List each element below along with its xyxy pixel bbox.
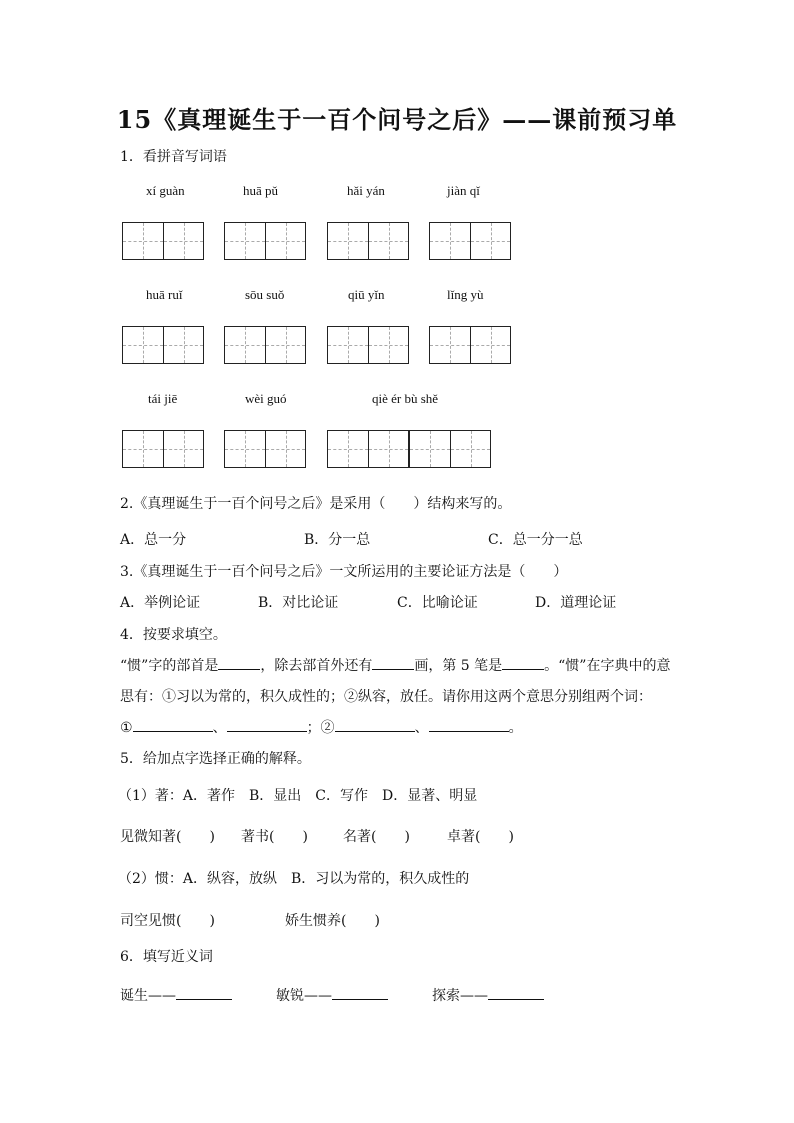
pinyin-huapu: huā pǔ: [243, 183, 279, 198]
q6-synonym-dansheng: [120, 985, 232, 1005]
char-box-qiuyin[interactable]: [327, 326, 409, 364]
q5-word-zhushu[interactable]: 著书( ): [241, 829, 308, 845]
q5-word-jiaoshengguanyang[interactable]: 娇生惯养( ): [285, 913, 380, 929]
q6-word-tansuo: 探索——: [432, 988, 488, 1004]
char-box-qieer[interactable]: [327, 430, 409, 468]
q5-word-sikongjianguan[interactable]: 司空见惯( ): [120, 913, 215, 929]
char-box-bushe[interactable]: [409, 430, 491, 468]
q4-line1-c: 画，第 5 笔是: [414, 658, 503, 674]
q5-word-mingzhu[interactable]: 名著( ): [343, 829, 410, 845]
q5-word-jianweizhizhu[interactable]: 见微知著( ): [120, 829, 215, 845]
pinyin-haiyan: hǎi yán: [347, 183, 385, 198]
q6-word-dansheng: 诞生——: [120, 988, 176, 1004]
meaning1-word2-blank[interactable]: [227, 717, 307, 732]
separator: 、: [212, 720, 227, 736]
pinyin-jianqi: jiàn qǐ: [447, 183, 480, 198]
q4-line3: [120, 717, 523, 737]
q2-option-b[interactable]: B．分一总: [304, 532, 371, 548]
q6-synonym-tansuo: [432, 985, 544, 1005]
q4-line2: 思有：①习以为常的，积久成性的；②纵容，放任。请你用这两个意思分别组两个词：: [120, 689, 652, 705]
q3-option-d[interactable]: D．道理论证: [535, 595, 617, 611]
meaning2-word2-blank[interactable]: [429, 717, 509, 732]
q4-line1: [120, 655, 670, 675]
char-box-haiyan[interactable]: [327, 222, 409, 260]
q3-option-b[interactable]: B．对比论证: [258, 595, 339, 611]
q4-label: 4．按要求填空。: [120, 627, 227, 643]
q2-option-a[interactable]: A．总一分: [120, 532, 187, 548]
pinyin-weiguo: wèi guó: [245, 391, 287, 406]
stroke-count-blank[interactable]: [372, 655, 414, 670]
q6-blank-minrui[interactable]: [332, 985, 388, 1000]
q4-line1-d: 。“惯”在字典中的意: [544, 658, 671, 674]
q6-synonym-minrui: [276, 985, 388, 1005]
char-box-xiguan[interactable]: [122, 222, 204, 260]
q5-part1: （1）著：A．著作 B．显出 C．写作 D．显著、明显: [118, 788, 478, 804]
page-title: 15《真理诞生于一百个问号之后》——课前预习单: [116, 105, 678, 134]
q6-label: 6．填写近义词: [120, 949, 213, 965]
q5-label: 5．给加点字选择正确的解释。: [120, 751, 311, 767]
pinyin-sousuo: sōu suǒ: [245, 287, 285, 302]
separator: ；②: [306, 720, 335, 736]
end-mark: 。: [508, 720, 523, 736]
meaning2-word1-blank[interactable]: [335, 717, 415, 732]
q5-part2: （2）惯：A．纵容，放纵 B．习以为常的，积久成性的: [118, 871, 470, 887]
q3-option-c[interactable]: C．比喻论证: [397, 595, 478, 611]
pinyin-qiuyin: qiū yǐn: [348, 287, 385, 302]
pinyin-taijie: tái jiē: [148, 391, 178, 406]
meaning1-word1-blank[interactable]: [133, 717, 213, 732]
pinyin-xiguan: xí guàn: [146, 183, 185, 198]
q3-text: 3.《真理诞生于一百个问号之后》一文所运用的主要论证方法是（ ）: [120, 564, 568, 580]
pinyin-qieerbushe: qiè ér bù shě: [372, 391, 439, 406]
q4-line1-a: “惯”字的部首是: [120, 658, 219, 674]
q3-option-a[interactable]: A．举例论证: [120, 595, 201, 611]
q4-line3-a: ①: [120, 720, 133, 736]
char-box-huarui[interactable]: [122, 326, 204, 364]
q6-blank-tansuo[interactable]: [488, 985, 544, 1000]
char-box-jianqi[interactable]: [429, 222, 511, 260]
char-box-huapu[interactable]: [224, 222, 306, 260]
radical-blank[interactable]: [218, 655, 260, 670]
q1-label: 1．看拼音写词语: [120, 149, 227, 165]
pinyin-lingyu: lǐng yù: [447, 287, 484, 302]
pinyin-huarui: huā ruǐ: [146, 287, 183, 302]
q2-option-c[interactable]: C．总一分一总: [488, 532, 583, 548]
char-box-lingyu[interactable]: [429, 326, 511, 364]
separator: 、: [414, 720, 429, 736]
q4-line1-b: ，除去部首外还有: [260, 658, 373, 674]
fifth-stroke-blank[interactable]: [502, 655, 544, 670]
char-box-taijie[interactable]: [122, 430, 204, 468]
char-box-weiguo[interactable]: [224, 430, 306, 468]
char-box-sousuo[interactable]: [224, 326, 306, 364]
q6-blank-dansheng[interactable]: [176, 985, 232, 1000]
q6-word-minrui: 敏锐——: [276, 988, 332, 1004]
q2-text: 2.《真理诞生于一百个问号之后》是采用（ ）结构来写的。: [120, 496, 512, 512]
q5-word-zhuozhu[interactable]: 卓著( ): [447, 829, 514, 845]
